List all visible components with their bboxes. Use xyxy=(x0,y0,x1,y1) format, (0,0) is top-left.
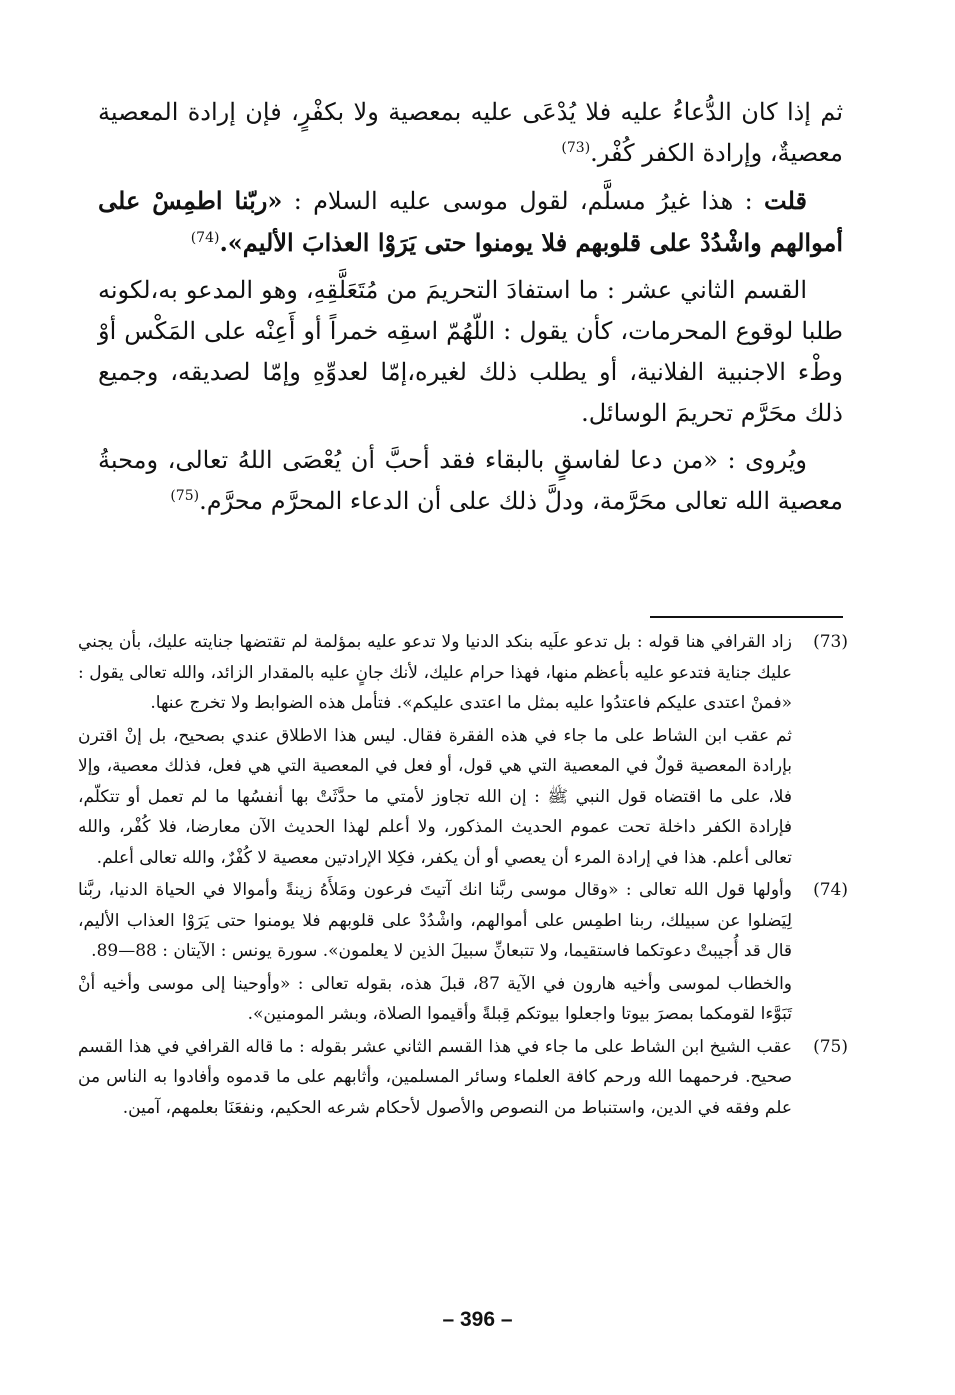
footnote-paragraph: ثم عقب ابن الشاط على ما جاء في هذه الفقرة فقال. ليس هذا الاطلاق عندي بصحيح، بل إنْ اقترن بإرادة المعصية قولٌ في المعصية التي هي قول، أو فعل في المعصية التي هي فعل، فذلك معصية، وإلا فلا، على ما اقتضاه قول النبي ﷺ : إن الله تجاوز لأمتي ما حدَّثَتْ بها أنفسُها ما لم تعمل أو تتكلّم، فإرادة الكفر داخلة تحت عموم الحديث المذكور، ولا أعلم لهذا الحديث الآن معارضا، فلا كُفْر، والله تعالى أعلم. هذا في إرادة المرء أن يعصي أو أن يكفر، فكِلا الإرادتين معصية لا كُفْرٌ، والله تعالى أعلم. xyxy=(78,725,792,868)
footnote-paragraph: والخطاب لموسى وأخيه هارون في الآية 87، قبلَ هذه، بقوله تعالى : «وأوحينا إلى موسى وأخيه أنْ تَبَوَّءا لقومكما بمصرَ بيوتا واجعلوا بيوتكم قِبلةً وأقيموا الصلاة، وبشر المومنين». xyxy=(78,973,792,1024)
qult-lead-word: قلت xyxy=(764,186,807,215)
footnote-number: (75) xyxy=(813,1036,848,1057)
footnote-ref-75[interactable]: (75) xyxy=(170,488,200,504)
footnote-73 xyxy=(78,627,848,873)
page-number: – 396 – xyxy=(442,1308,513,1331)
footnote-number: (73) xyxy=(813,632,848,652)
main-paragraph-3: القسم الثاني عشر : ما استفادَ التحريمَ من مُتَعَلَّقِهِ، وهو المدعو به،لكونه طلبا لوقوع المحرمات، كأن يقول : اللّهُمّ اسقِه خمراً أو أَعِنْه على المَكْس أوْ وطْء الاجنبية الفلانية، أو يطلب ذلك لغيره،إمّا لعدوِّهِ وإمّا لصديقه، وجميع ذلك محَرَّم تحريمَ الوسائل. xyxy=(98,276,843,427)
main-paragraph-2 xyxy=(98,180,843,264)
footnote-body xyxy=(78,1032,792,1124)
footnote-body xyxy=(78,875,792,1030)
footnote-number: (74) xyxy=(813,880,848,900)
main-paragraph-4 xyxy=(98,440,843,522)
footnote-separator xyxy=(650,616,843,618)
footnote-paragraph: عقب الشيخ ابن الشاط على ما جاء في هذا القسم الثاني عشر بقوله : ما قاله القرافي في هذا القسم صحيح. فرحمهما الله ورحم كافة العلماء وسائر المسلمين، وأثابهم على ما قدموه وأفادوا به الناس من علم وفقه في الدين، واستنباط من النصوص والأصول لأحكام شرعه الحكيم، ونفعَنَا بعلمهم، آمين. xyxy=(78,1036,793,1118)
main-paragraph-1-text: ثم إذا كان الدُّعاءُ عليه فلا يُدْعَى عليه بمعصية ولا بكفْرٍ، فإن إرادة المعصية معصيةٌ، وإرادة الكفر كُفْر. xyxy=(98,98,843,167)
main-paragraph-2-text: : هذا غيرُ مسلَّم، لقول موسى عليه السلام : xyxy=(293,187,753,215)
footnote-74 xyxy=(78,875,848,1030)
footnote-paragraph: وأولها قول الله تعالى : «وقال موسى ربَّنا انك آتيتَ فرعون ومَلأَهُ زينةً وأموالا في الحياة الدنيا، ربَّنا لِيَضلوا عن سبيلك، ربنا اطمِس على أموالهم، واشْدُدْ على قلوبهم فلا يومنوا حتى يَرَوْا العذاب الأليم، قال قد أُجيبتْ دعوتكما فاستقيما، ولا تتبعانِّ سبيلَ الذين لا يعلمون». سورة يونس : الآيتان : 88—89. xyxy=(78,880,792,961)
footnotes-section xyxy=(78,627,848,1125)
main-text xyxy=(98,92,843,522)
main-paragraph-4-text: ويُروى : «من دعا لفاسقٍ بالبقاء فقد أحبَّ أن يُعْصَى اللهُ تعالى، ومحبةُ معصية الله تعالى محَرَّمة، ودلَّ ذلك على أن الدعاء المحرَّم محرَّم. xyxy=(98,446,843,515)
main-paragraph-1 xyxy=(98,92,843,174)
footnote-paragraph: زاد القرافي هنا قوله : بل تدعو علَيه بنكد الدنيا ولا تدعو عليه بمؤلمة لم تقتضها جنايته عليك، بأن يجني عليك جناية فتدعو عليه بأعظم منها، فهذا حرام عليك، لأنك جانٍ عليه بالمقدار الزائد، والله تعالى يقول : «فمنْ اعتدى عليكم فاعتدُوا عليه بمثل ما اعتدى عليكم». فتأمل هذه الضوابط ولا تخرج عنها. xyxy=(78,632,792,713)
footnote-75 xyxy=(78,1032,848,1124)
footnote-body xyxy=(78,627,792,873)
footnote-ref-73[interactable]: (73) xyxy=(561,140,591,156)
quran-quote: «ربّنا اطمِسْ على أموالهم واشْدُدْ على قلوبهم فلا يومنوا حتى يَرَوْا العذابَ الأليم». xyxy=(98,186,843,257)
footnote-ref-74[interactable]: (74) xyxy=(190,230,220,246)
